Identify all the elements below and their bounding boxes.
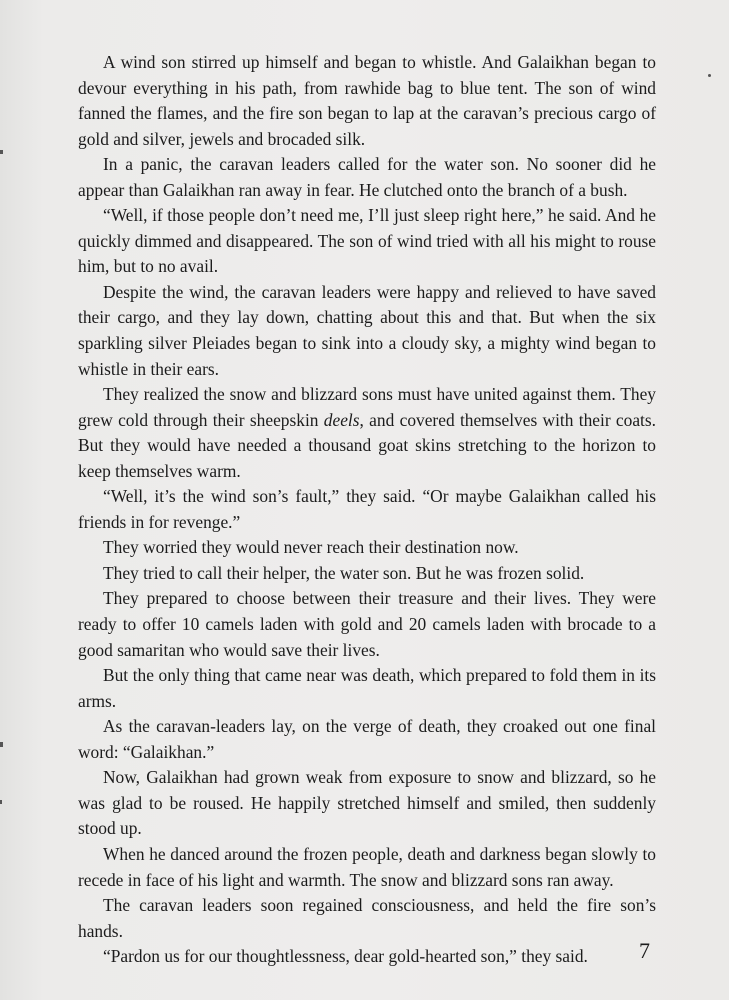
paragraph-text: , and covered themselves with their coats. But they would have needed a thousand goat skins stretching to the horizon to keep themselves warm. <box>78 409 656 481</box>
paragraph: They worried they would never reach their destination now. <box>103 537 519 558</box>
italic-term: deels <box>323 409 360 430</box>
paragraph: A wind son stirred up himself and began to whistle. And Galaikhan began to devour everything in his path, from rawhide bag to blue tent. The son of wind fanned the flames, and the fire son began to lap at the caravan’s precious cargo of gold and silver, jewels and brocaded silk. <box>78 52 656 149</box>
paragraph: They tried to call their helper, the water son. But he was frozen solid. <box>103 562 585 583</box>
speck-mark <box>708 74 711 77</box>
margin-tick <box>0 742 3 747</box>
paragraph: “Well, it’s the wind son’s fault,” they said. “Or maybe Galaikhan called his friends in for revenge.” <box>78 486 656 532</box>
paragraph: Despite the wind, the caravan leaders were happy and relieved to have saved their cargo, and they lay down, chatting about this and that. But when the six sparkling silver Pleiades began to sink into a cloudy sky, a mighty wind began to whistle in their ears. <box>78 281 656 379</box>
paragraph: As the caravan-leaders lay, on the verge of death, they croaked out one final word: “Galaikhan.” <box>78 716 656 762</box>
margin-tick <box>0 800 2 804</box>
paragraph: But the only thing that came near was death, which prepared to fold them in its arms. <box>78 665 656 711</box>
paragraph-text: They realized the snow and blizzard sons must have united against them. They grew cold through their sheepskin <box>78 384 656 430</box>
body-text <box>78 50 656 970</box>
page-number: 7 <box>639 938 650 963</box>
paragraph: The caravan leaders soon regained consciousness, and held the fire son’s hands. <box>78 895 656 941</box>
paragraph: They prepared to choose between their treasure and their lives. They were ready to offer 10 camels laden with gold and 20 camels laden with brocade to a good samaritan who would save their lives. <box>78 588 656 660</box>
paragraph: Now, Galaikhan had grown weak from exposure to snow and blizzard, so he was glad to be roused. He happily stretched himself and smiled, then suddenly stood up. <box>78 767 656 839</box>
paragraph: In a panic, the caravan leaders called for the water son. No sooner did he appear than Galaikhan ran away in fear. He clutched onto the branch of a bush. <box>78 154 656 200</box>
paragraph <box>78 382 656 484</box>
paragraph: When he danced around the frozen people, death and darkness began slowly to recede in face of his light and warmth. The snow and blizzard sons ran away. <box>78 843 656 890</box>
paragraph: “Well, if those people don’t need me, I’ll just sleep right here,” he said. And he quickly dimmed and disappeared. The son of wind tried with all his might to rouse him, but to no avail. <box>78 205 656 277</box>
paragraph: “Pardon us for our thoughtlessness, dear gold-hearted son,” they said. <box>103 946 588 967</box>
margin-tick <box>0 150 3 154</box>
